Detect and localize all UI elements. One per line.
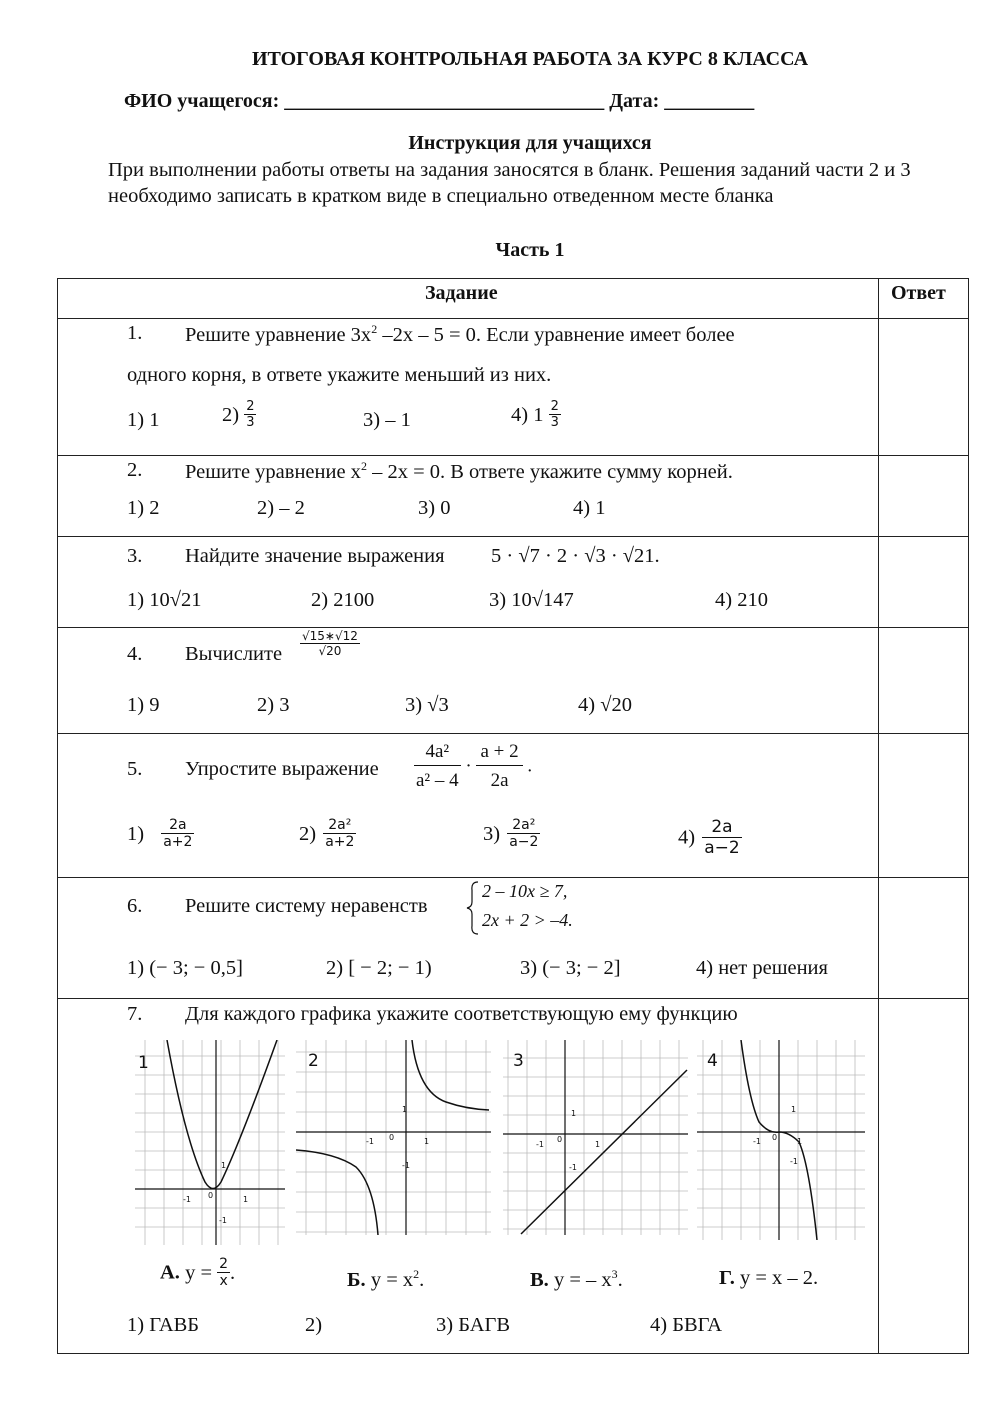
graph-label: 1 (138, 1053, 149, 1073)
tick-label: -1 (402, 1161, 410, 1170)
part-title: Часть 1 (495, 239, 565, 261)
graph-label: 4 (707, 1051, 718, 1071)
option-2: 2) (305, 1314, 323, 1336)
tick-label: 1 (402, 1105, 408, 1114)
option-3: 3) (− 3; − 2] (520, 957, 621, 979)
option-4: 4) √20 (578, 694, 632, 716)
task-1-text: Решите уравнение $3x^2$ –2x – 5 = 0. Если уравнение имеет более (185, 322, 735, 346)
function-g: Г. y = x – 2. (719, 1267, 819, 1289)
row-divider (57, 998, 969, 999)
system-line-2: 2x + 2 > –4. (482, 910, 573, 930)
graph-1 (135, 1040, 285, 1245)
option-2: 2) 3 (257, 694, 290, 716)
answer-cell-3[interactable] (880, 538, 968, 626)
row-divider (57, 536, 969, 537)
row-divider (57, 733, 969, 734)
row-divider (57, 877, 969, 878)
tick-label: 0 (389, 1133, 395, 1142)
tick-label: 1 (595, 1140, 601, 1149)
option-4: 4) 1 $\frac{2}{3}$ (511, 399, 559, 431)
graph-4 (697, 1040, 865, 1240)
option-4: 4) 210 (715, 589, 768, 611)
task-3-text: Найдите значение выражения (185, 545, 445, 567)
tick-label: -1 (790, 1157, 798, 1166)
system-line-1: 2 – 10x ≥ 7, (482, 881, 568, 901)
task-5-text: Упростите выражение (185, 758, 379, 780)
row-divider (57, 318, 969, 319)
page-title: ИТОГОВАЯ КОНТРОЛЬНАЯ РАБОТА ЗА КУРС 8 КЛАССА (251, 48, 809, 70)
option-4: 4) нет решения (696, 957, 828, 979)
option-2: 2) $\frac{\text{2a²}}{a+2}$ (299, 817, 355, 851)
graph-3 (503, 1040, 688, 1235)
column-header-answer: Ответ (891, 282, 946, 304)
option-1: 1) ГАВБ (127, 1314, 200, 1336)
task-number: 3. (127, 545, 143, 567)
tick-label: 0 (557, 1135, 563, 1144)
function-a: А. y = $\frac{2}{x}$ . (160, 1256, 236, 1290)
task-number: 4. (127, 643, 143, 665)
tick-label: 0 (208, 1191, 214, 1200)
option-2: 2) [ − 2; − 1) (326, 957, 432, 979)
tick-label: -1 (753, 1137, 761, 1146)
graph-2 (296, 1040, 491, 1235)
option-3: 3) БАГВ (436, 1314, 511, 1336)
system-brace-icon (466, 880, 480, 936)
answer-cell-2[interactable] (880, 457, 968, 535)
task-number: 2. (127, 459, 143, 481)
tick-label: -1 (569, 1163, 577, 1172)
option-1: 1) 9 (127, 694, 160, 716)
option-3: 3) 0 (418, 497, 451, 519)
task-1-text-line2: одного корня, в ответе укажите меньший из них. (127, 364, 552, 386)
option-2: 2) – 2 (257, 497, 305, 519)
task-7-text: Для каждого графика укажите соответствующую ему функцию (185, 1003, 738, 1025)
task-number: 1. (127, 322, 143, 344)
option-3: 3) $\frac{\text{2a²}}{a-2}$ (483, 817, 539, 851)
function-b: Б. $y = x^2$. (347, 1267, 425, 1291)
answer-column-divider (878, 278, 879, 1354)
tick-label: 0 (772, 1133, 778, 1142)
instruction-heading: Инструкция для учащихся (408, 132, 652, 154)
task-number: 7. (127, 1003, 143, 1025)
tick-label: 1 (424, 1137, 430, 1146)
answer-cell-7[interactable] (880, 1000, 968, 1352)
option-4: 4) $\frac{2a}{a-2}$ (678, 817, 740, 858)
option-4: 4) 1 (573, 497, 606, 519)
tick-label: -1 (219, 1216, 227, 1225)
option-1: 1) 2 (127, 497, 160, 519)
answer-cell-4[interactable] (880, 629, 968, 732)
task-6-text: Решите систему неравенств (185, 895, 428, 917)
tick-label: 1 (221, 1161, 227, 1170)
option-1: 1) (− 3; − 0,5] (127, 957, 243, 979)
answer-cell-6[interactable] (880, 879, 968, 997)
student-name-date-line: ФИО учащегося: ________________________________ Дата: _________ (124, 90, 755, 112)
option-3: 3) – 1 (363, 409, 411, 431)
task-number: 6. (127, 895, 143, 917)
option-1: 1) 10√21 (127, 589, 202, 611)
answer-cell-1[interactable] (880, 320, 968, 454)
row-divider (57, 455, 969, 456)
task-4-expression: $\frac{√15∗√12}{√20}$ (302, 629, 358, 659)
option-1: 1) $\frac{2a}{a+2}$ (127, 817, 193, 851)
option-2: 2) 2100 (311, 589, 375, 611)
graph-label: 2 (308, 1051, 319, 1071)
function-v: В. y = – $x^3$. (530, 1267, 623, 1291)
task-4-text: Вычислите (185, 643, 283, 665)
graph-label: 3 (513, 1051, 524, 1071)
task-3-expression: 5 · √7 · 2 · √3 · √21. (491, 545, 660, 567)
row-divider (57, 627, 969, 628)
column-header-task: Задание (425, 282, 498, 304)
tick-label: -1 (366, 1137, 374, 1146)
tick-label: -1 (183, 1195, 191, 1204)
option-4: 4) БВГА (650, 1314, 723, 1336)
option-3: 3) 10√147 (489, 589, 574, 611)
task-2-text: Решите уравнение $x^2 - 2x = 0$. В ответе укажите сумму корней. (185, 459, 733, 483)
tick-label: 1 (571, 1109, 577, 1118)
option-1: 1) 1 (127, 409, 160, 431)
tick-label: 1 (243, 1195, 249, 1204)
task-number: 5. (127, 758, 143, 780)
task-5-expression: $\frac{\text{4a²}}{\text{a² – 4}}$ · $\frac{a + 2}{2a}$ . (416, 741, 533, 791)
tick-label: -1 (536, 1140, 544, 1149)
option-3: 3) √3 (405, 694, 449, 716)
tick-label: 1 (797, 1137, 803, 1146)
answer-cell-5[interactable] (880, 735, 968, 876)
tick-label: 1 (791, 1105, 797, 1114)
option-2: 2) $\frac{2}{3}$ (222, 399, 255, 431)
instruction-text: При выполнении работы ответы на задания заносятся в бланк. Решения заданий части 2 и 3 необходимо записать в кратком виде в специально отведенном месте бланка (108, 159, 911, 207)
